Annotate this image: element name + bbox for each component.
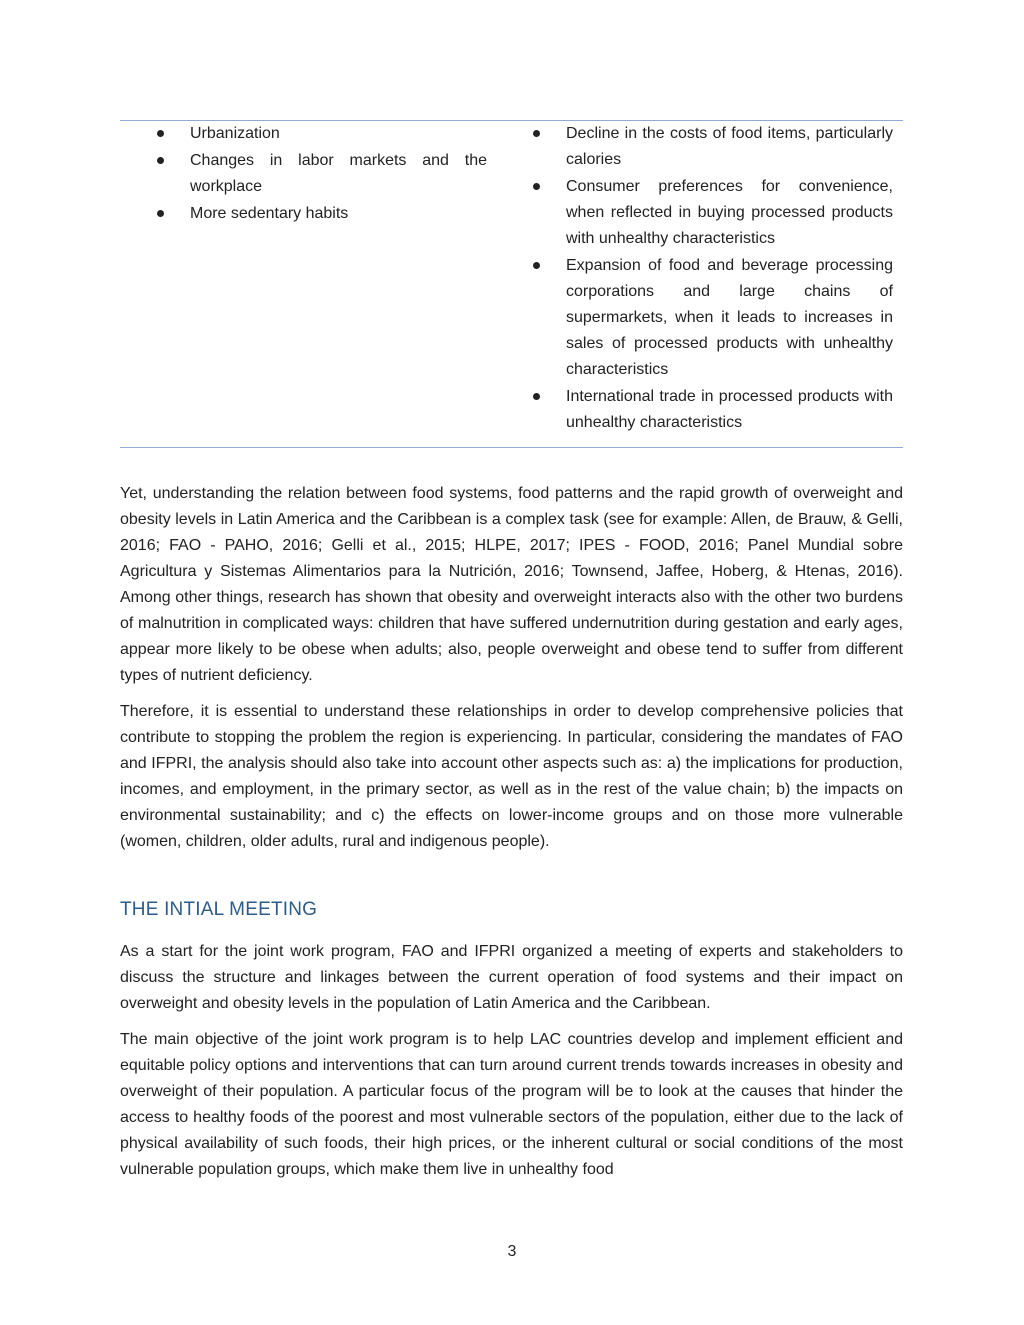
bullet-icon xyxy=(157,157,164,164)
list-item-text: Expansion of food and beverage processing corporations and large chains of supermarkets, when it leads to increases in sales of processed products with unhealthy characteristics xyxy=(566,257,893,378)
table-right-column xyxy=(533,121,893,437)
bullet-icon xyxy=(157,210,164,217)
body-section-top xyxy=(120,481,903,865)
body-section-bottom xyxy=(120,939,903,1193)
list-item-text: Decline in the costs of food items, particularly calories xyxy=(566,125,893,168)
table-left-column xyxy=(157,121,487,228)
section-heading: THE INTIAL MEETING xyxy=(120,899,318,920)
paragraph: As a start for the joint work program, FAO and IFPRI organized a meeting of experts and stakeholders to discuss the structure and linkages between the current operation of food systems and their impact on overweight and obesity levels in the population of Latin America and the Caribbean. xyxy=(120,943,903,1012)
bullet-icon xyxy=(533,183,540,190)
list-item xyxy=(533,121,893,173)
list-item xyxy=(533,174,893,252)
paragraph: Therefore, it is essential to understand these relationships in order to develop comprehensive policies that contribute to stopping the problem the region is experiencing. In particular, considering the mandates of FAO and IFPRI, the analysis should also take into account other aspects such as: a) the implications for production, incomes, and employment, in the primary sector, as well as in the rest of the value chain; b) the impacts on environmental sustainability; and c) the effects on lower-income groups and on those more vulnerable (women, children, older adults, rural and indigenous people). xyxy=(120,703,903,850)
list-item xyxy=(157,148,487,200)
list-item xyxy=(533,253,893,383)
bullet-icon xyxy=(157,130,164,137)
list-item xyxy=(157,201,487,227)
list-item xyxy=(157,121,487,147)
right-bullet-list xyxy=(533,121,893,436)
list-item-text: Urbanization xyxy=(190,125,280,142)
factors-table xyxy=(120,120,903,448)
left-bullet-list xyxy=(157,121,487,227)
paragraph: Yet, understanding the relation between food systems, food patterns and the rapid growth of overweight and obesity levels in Latin America and the Caribbean is a complex task (see for example: Allen, de Brauw, & Gelli, 2016; FAO - PAHO, 2016; Gelli et al., 2015; HLPE, 2017; IPES - FOOD, 2016; Panel Mundial sobre Agricultura y Sistemas Alimentarios para la Nutrición, 2016; Townsend, Jaffee, Hoberg, & Htenas, 2016). Among other things, research has shown that obesity and overweight interacts also with the other two burdens of malnutrition in complicated ways: children that have suffered undernutrition during gestation and early ages, appear more likely to be obese when adults; also, people overweight and obese tend to suffer from different types of nutrient deficiency. xyxy=(120,485,903,684)
bullet-icon xyxy=(533,262,540,269)
paragraph: The main objective of the joint work program is to help LAC countries develop and implement efficient and equitable policy options and interventions that can turn around current trends towards increases in obesity and overweight of their population. A particular focus of the program will be to look at the causes that hinder the access to healthy foods of the poorest and most vulnerable sectors of the population, either due to the lack of physical availability of such foods, their high prices, or the inherent cultural or social conditions of the most vulnerable population groups, which make them live in unhealthy food xyxy=(120,1031,903,1178)
bullet-icon xyxy=(533,130,540,137)
list-item-text: International trade in processed products with unhealthy characteristics xyxy=(566,388,893,431)
bullet-icon xyxy=(533,393,540,400)
list-item-text: Consumer preferences for convenience, when reflected in buying processed products with unhealthy characteristics xyxy=(566,178,893,247)
list-item-text: Changes in labor markets and the workplace xyxy=(190,152,487,195)
page-number: 3 xyxy=(507,1243,517,1260)
list-item xyxy=(533,384,893,436)
list-item-text: More sedentary habits xyxy=(190,205,349,222)
